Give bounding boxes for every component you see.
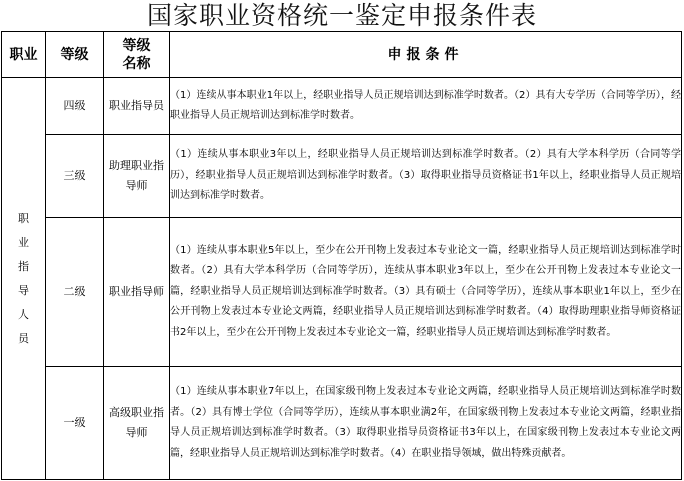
grade-cell: 三级 — [46, 135, 104, 218]
requirement-cell: （1）连续从事本职业7年以上，在国家级刊物上发表过本专业论文两篇，经职业指导人员正规培训达到标准学时数者。（2）具有博士学位（合同等学历），连续从事本职业满2年，在国家级刊物上发表过本专业论文两篇，经职业指导人员正规培训达到标准学时数者。（3）取得职业指导员资格证书3年以上，在国家级刊物上发表过本专业论文两篇，经职业指导人员正规培训达到标准学时数者。（4）在职业指导领域，做出特殊贡献者。 — [170, 367, 682, 480]
profession-value: 职业指导人员 — [18, 211, 29, 345]
grade-cell: 四级 — [46, 78, 104, 135]
grade-cell: 一级 — [46, 367, 104, 480]
header-grade-label: 等级 — [60, 46, 89, 63]
requirements-table — [1, 31, 682, 480]
header-profession — [2, 32, 46, 78]
header-profession-label: 职业 — [9, 46, 38, 63]
grade-cell: 二级 — [46, 218, 104, 367]
header-grade — [46, 32, 104, 78]
header-row — [2, 32, 682, 78]
requirement-cell: （1）连续从事本职业3年以上，经职业指导人员正规培训达到标准学时数者。（2）具有大学本科学历（合同等学历），经职业指导人员正规培训达到标准学时数者。（3）取得职业指导员资格证书1年以上，经职业指导人员正规培训达到标准学时数者。 — [170, 135, 682, 218]
page-title: 国家职业资格统一鉴定申报条件表 — [146, 1, 537, 30]
table-row — [2, 78, 682, 135]
grade-name-cell: 高级职业指导师 — [104, 367, 170, 480]
grade-name-cell: 助理职业指导师 — [104, 135, 170, 218]
header-requirements — [170, 32, 682, 78]
requirement-cell: （1）连续从事本职业1年以上，经职业指导人员正规培训达到标准学时数者。（2）具有大专学历（合同等学历），经职业指导人员正规培训达到标准学时数者。 — [170, 78, 682, 135]
grade-name-cell: 职业指导师 — [104, 218, 170, 367]
grade-name-cell: 职业指导员 — [104, 78, 170, 135]
header-grade-name-label: 等级名称 — [122, 37, 151, 72]
table-row — [2, 218, 682, 367]
table-row — [2, 135, 682, 218]
table-row — [2, 367, 682, 480]
profession-cell — [2, 78, 46, 480]
header-requirements-label: 申报条件 — [387, 46, 464, 63]
header-grade-name — [104, 32, 170, 78]
requirement-cell: （1）连续从事本职业5年以上，至少在公开刊物上发表过本专业论文一篇，经职业指导人员正规培训达到标准学时数者。（2）具有大学本科学历（合同等学历），连续从事本职业3年以上，至少在公开刊物上发表过本专业论文一篇，经职业指导人员正规培训达到标准学时数者。（3）具有硕士（合同等学历），连续从事本职业1年以上，至少在公开刊物上发表过本专业论文两篇，经职业指导人员正规培训达到标准学时数者。（4）取得助理职业指导师资格证书2年以上，至少在公开刊物上发表过本专业论文一篇，经职业指导人员正规培训达到标准学时数者。 — [170, 218, 682, 367]
